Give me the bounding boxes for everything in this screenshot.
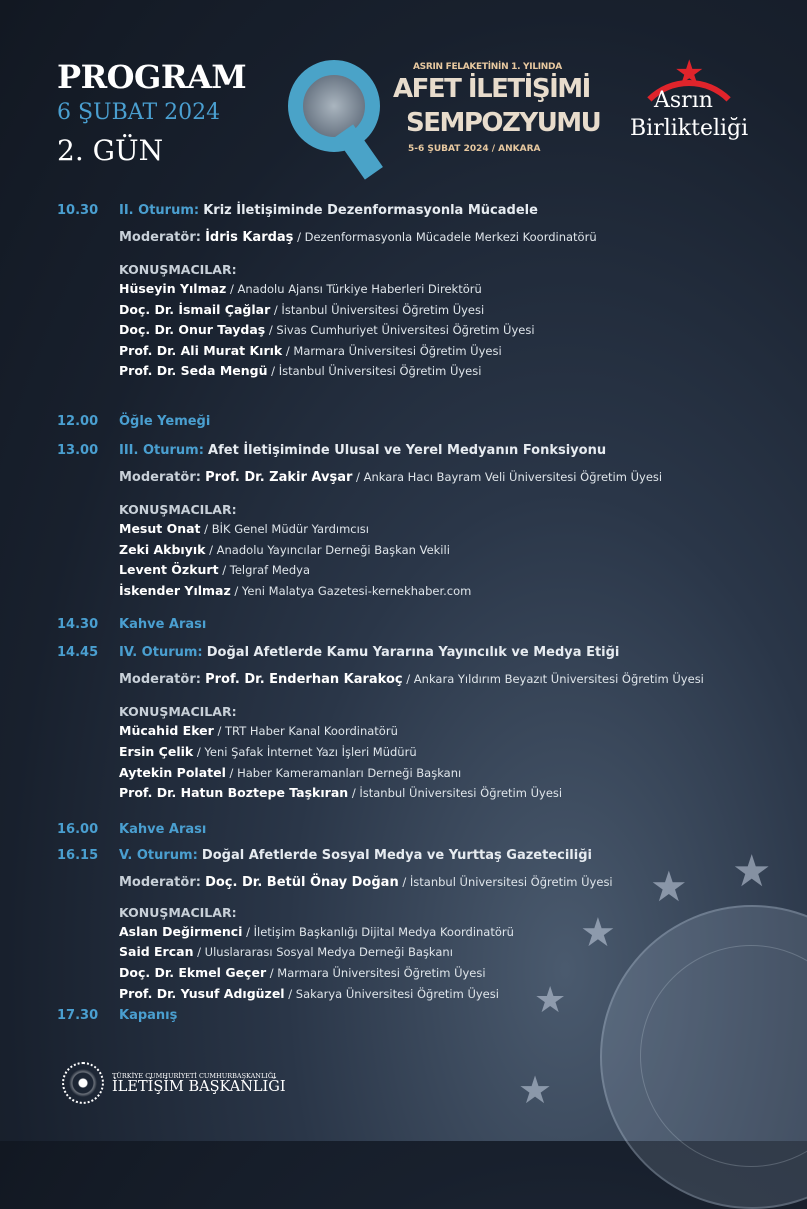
speaker-name: Levent Özkurt — [119, 562, 219, 578]
decorative-star-icon: ★ — [518, 1068, 553, 1112]
session-time: 10.30 — [57, 203, 99, 218]
list-item — [119, 763, 787, 784]
session-title: Doğal Afetlerde Kamu Yararına Yayıncılık ve Medya Etiği — [206, 645, 620, 661]
program-day: 2. GÜN — [57, 134, 164, 167]
symposium-tail-shape — [335, 124, 383, 179]
moderator-label: Moderatör: — [119, 672, 201, 688]
decorative-star-icon: ★ — [650, 862, 688, 911]
break-row — [57, 820, 787, 840]
break-time: 14.30 — [57, 617, 99, 633]
speaker-name: Prof. Dr. Yusuf Adıgüzel — [119, 985, 285, 1001]
list-item — [119, 963, 787, 984]
list-item — [119, 922, 787, 943]
speaker-list — [119, 500, 787, 601]
speakers-heading: KONUŞMACILAR: — [119, 704, 237, 720]
session-time: 13.00 — [57, 442, 99, 458]
session-prefix: V. Oturum: — [119, 847, 198, 863]
list-item — [119, 519, 787, 540]
list-item — [119, 300, 787, 321]
symposium-logo — [288, 56, 601, 180]
moderator-label: Moderatör: — [119, 874, 201, 890]
logo-line1: AFET İLETİŞİMİ — [393, 74, 590, 104]
speaker-desc: / Yeni Şafak İnternet Yazı İşleri Müdürü — [193, 744, 417, 759]
speaker-name: Doç. Dr. Ekmel Geçer — [119, 964, 267, 980]
speaker-name: Aytekin Polatel — [119, 764, 226, 780]
speaker-name: Hüseyin Yılmaz — [119, 281, 227, 296]
break-row — [57, 412, 787, 432]
speaker-name: İskender Yılmaz — [119, 582, 231, 598]
speaker-desc: / Sivas Cumhuriyet Üniversitesi Öğretim Üyesi — [265, 323, 535, 338]
speaker-desc: / İstanbul Üniversitesi Öğretim Üyesi — [348, 786, 563, 801]
speaker-name: Doç. Dr. İsmail Çağlar — [119, 301, 271, 317]
session-row — [57, 643, 787, 663]
list-item — [119, 581, 787, 602]
speaker-desc: / Telgraf Medya — [218, 563, 311, 578]
session-moderator — [119, 669, 787, 690]
speaker-name: Doç. Dr. Onur Taydaş — [119, 322, 266, 338]
speakers-heading: KONUŞMACILAR: — [119, 262, 237, 277]
moderator-desc: / Dezenformasyonla Mücadele Merkezi Koordinatörü — [293, 230, 597, 244]
list-item — [119, 540, 787, 561]
speaker-desc: / Marmara Üniversitesi Öğretim Üyesi — [266, 965, 486, 980]
speaker-name: Prof. Dr. Hatun Boztepe Taşkıran — [119, 785, 349, 801]
logo-tagline: ASRIN FELAKETİNİN 1. YILINDA — [413, 62, 562, 72]
speaker-name: Mücahid Eker — [119, 723, 214, 739]
break-row — [57, 615, 787, 635]
list-item — [119, 279, 787, 300]
program-schedule — [57, 201, 787, 1026]
moderator-desc: / Ankara Yıldırım Beyazıt Üniversitesi Öğretim Üyesi — [402, 672, 704, 687]
logo-dates: 5-6 ŞUBAT 2024 / ANKARA — [408, 144, 541, 154]
speaker-desc: / Anadolu Ajansı Türkiye Haberleri Direktörü — [226, 282, 482, 296]
logo-right-line1: Asrın — [654, 88, 713, 113]
moderator-desc: / Ankara Hacı Bayram Veli Üniversitesi Öğretim Üyesi — [352, 469, 663, 484]
session-moderator — [119, 872, 787, 893]
speaker-name: Ersin Çelik — [119, 743, 194, 759]
moderator-name: İdris Kardaş — [205, 230, 294, 245]
speaker-desc: / Sakarya Üniversitesi Öğretim Üyesi — [284, 986, 499, 1001]
session-title: Doğal Afetlerde Sosyal Medya ve Yurttaş Gazeteciliği — [201, 847, 592, 863]
moderator-desc: / İstanbul Üniversitesi Öğretim Üyesi — [398, 874, 613, 889]
break-label: Öğle Yemeği — [119, 413, 211, 429]
speaker-desc: / Uluslararası Sosyal Medya Derneği Başkanı — [193, 945, 453, 960]
list-item — [119, 942, 787, 963]
page-header — [57, 58, 246, 170]
session-prefix: IV. Oturum: — [119, 645, 203, 661]
speaker-name: Prof. Dr. Seda Mengü — [119, 363, 268, 379]
moderator-name: Prof. Dr. Enderhan Karakoç — [205, 672, 403, 688]
asrin-birlikteligi-logo — [626, 53, 756, 151]
red-star-icon: ★ — [674, 53, 705, 93]
break-label: Kahve Arası — [119, 821, 207, 837]
speaker-desc: / TRT Haber Kanal Koordinatörü — [213, 724, 398, 739]
speaker-name: Aslan Değirmenci — [119, 923, 243, 939]
decorative-star-icon: ★ — [580, 910, 616, 956]
break-time: 17.30 — [57, 1008, 99, 1024]
speaker-desc: / İletişim Başkanlığı Dijital Medya Koordinatörü — [242, 924, 514, 939]
speaker-name: Zeki Akbıyık — [119, 541, 206, 557]
list-item — [119, 361, 787, 382]
speaker-desc: / Marmara Üniversitesi Öğretim Üyesi — [282, 343, 502, 358]
speaker-list — [119, 903, 787, 1004]
moderator-label: Moderatör: — [119, 469, 201, 485]
presidency-emblem-icon — [62, 1062, 104, 1104]
session-row — [57, 441, 787, 461]
logo-right-line2: Birlikteliği — [630, 116, 749, 141]
moderator-name: Prof. Dr. Zakir Avşar — [205, 469, 353, 485]
session-time: 16.15 — [57, 847, 99, 863]
speaker-name: Mesut Onat — [119, 520, 201, 536]
speaker-list — [119, 702, 787, 803]
session-time: 14.45 — [57, 645, 99, 661]
footer-small-text: TÜRKİYE CUMHURİYETİ CUMHURBAŞKANLIĞI — [112, 1072, 276, 1080]
speaker-desc: / İstanbul Üniversitesi Öğretim Üyesi — [267, 364, 482, 379]
list-item — [119, 984, 787, 1005]
break-row — [57, 1006, 787, 1026]
session-row — [57, 846, 787, 866]
program-title: PROGRAM — [57, 58, 247, 96]
list-item — [119, 320, 787, 341]
list-item — [119, 742, 787, 763]
speaker-desc: / Anadolu Yayıncılar Derneği Başkan Vekili — [205, 542, 450, 557]
break-label: Kapanış — [119, 1008, 178, 1024]
session-title: Kriz İletişiminde Dezenformasyonla Mücadele — [203, 203, 538, 218]
moderator-label: Moderatör: — [119, 230, 201, 245]
session-row — [57, 201, 787, 221]
speakers-heading: KONUŞMACILAR: — [119, 501, 237, 517]
session-prefix: III. Oturum: — [119, 442, 204, 458]
speaker-desc: / Haber Kameramanları Derneği Başkanı — [225, 765, 462, 780]
list-item — [119, 721, 787, 742]
list-item — [119, 341, 787, 362]
symposium-ring-icon — [288, 60, 380, 152]
speaker-name: Said Ercan — [119, 944, 194, 960]
logo-line2: SEMPOZYUMU — [406, 108, 601, 138]
speaker-desc: / BİK Genel Müdür Yardımcısı — [200, 521, 369, 536]
break-time: 12.00 — [57, 413, 99, 429]
list-item — [119, 560, 787, 581]
list-item — [119, 783, 787, 804]
speaker-desc: / Yeni Malatya Gazetesi-kernekhaber.com — [230, 583, 472, 598]
moderator-name: Doç. Dr. Betül Önay Doğan — [205, 874, 399, 890]
decorative-star-icon: ★ — [534, 980, 567, 1021]
decorative-star-icon: ★ — [732, 846, 772, 897]
speakers-heading: KONUŞMACILAR: — [119, 904, 237, 920]
speaker-desc: / İstanbul Üniversitesi Öğretim Üyesi — [270, 302, 485, 317]
break-label: Kahve Arası — [119, 617, 207, 633]
speaker-list — [119, 260, 787, 382]
break-time: 16.00 — [57, 821, 99, 837]
session-prefix: II. Oturum: — [119, 203, 200, 218]
session-moderator — [119, 467, 787, 488]
program-date: 6 ŞUBAT 2024 — [57, 100, 221, 125]
footer-big-text: İLETİŞİM BAŞKANLIĞI — [112, 1079, 286, 1095]
session-moderator — [119, 227, 787, 248]
speaker-name: Prof. Dr. Ali Murat Kırık — [119, 342, 283, 358]
session-title: Afet İletişiminde Ulusal ve Yerel Medyanın Fonksiyonu — [208, 442, 607, 458]
